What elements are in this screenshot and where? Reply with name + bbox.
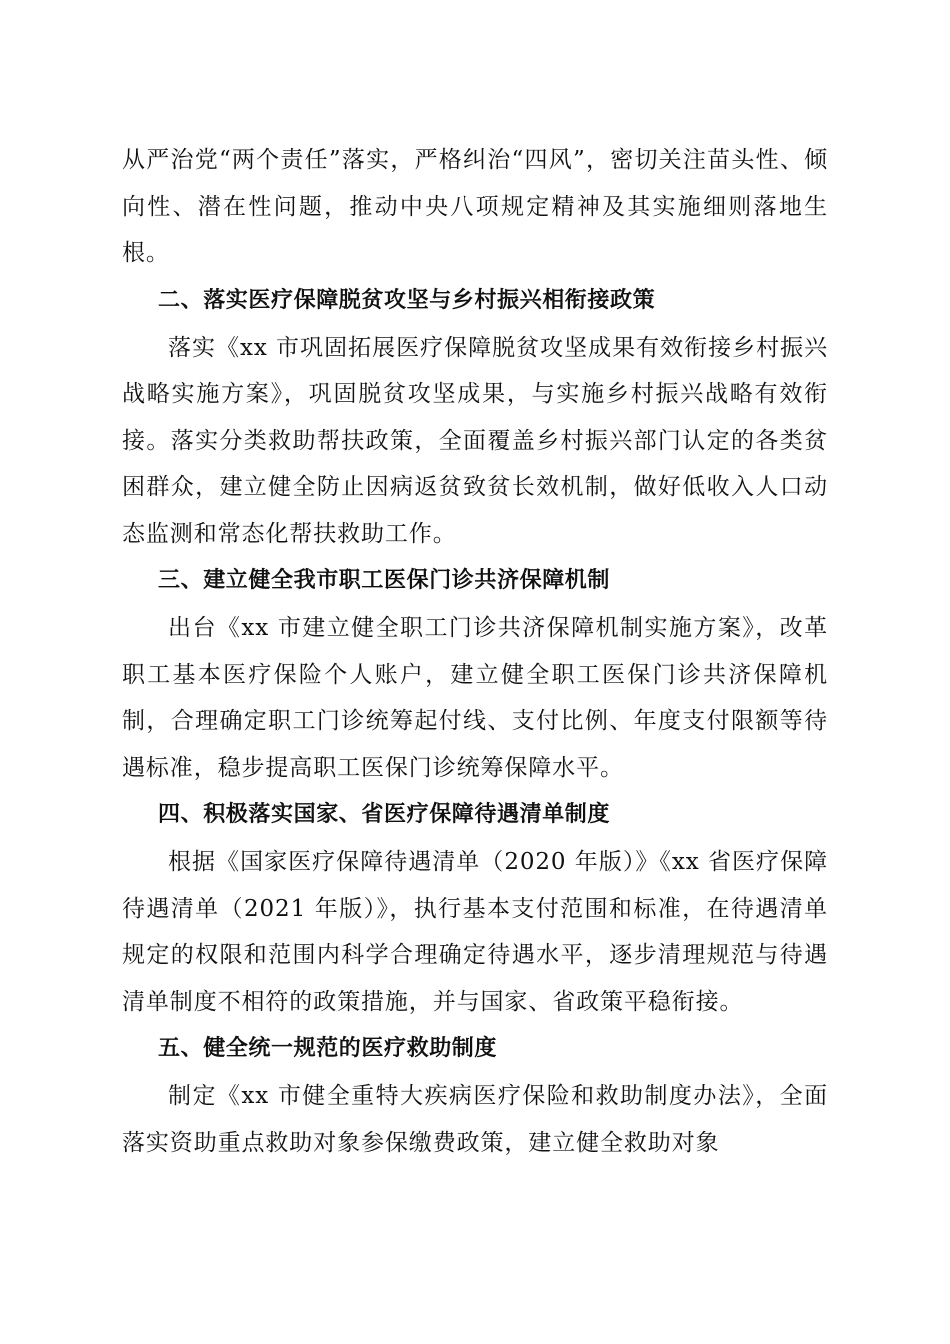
section-body-2: 落实《xx 市巩固拓展医疗保障脱贫攻坚成果有效衔接乡村振兴战略实施方案》，巩固脱贫攻坚成果，与实施乡村振兴战略有效衔接。落实分类救助帮扶政策，全面覆盖乡村振兴部门认定的各类贫困群众，建立健全防止因病返贫致贫长效机制，做好低收入人口动态监测和常态化帮扶救助工作。 bbox=[122, 334, 828, 547]
section-heading-5: 五、健全统一规范的医疗救助制度 bbox=[158, 1036, 498, 1061]
section-body-3: 出台《xx 市建立健全职工门诊共济保障机制实施方案》，改革职工基本医疗保险个人账户，建立健全职工医保门诊共济保障机制，合理确定职工门诊统筹起付线、支付比例、年度支付限额等待遇标准，稳步提高职工医保门诊统筹保障水平。 bbox=[122, 615, 828, 781]
section-body-4: 根据《国家医疗保障待遇清单（2020 年版）》《xx 省医疗保障待遇清单（2021 年版）》，执行基本支付范围和标准，在待遇清单规定的权限和范围内科学合理确定待遇水平，逐步清理规范与待遇清单制度不相符的政策措施，并与国家、省政策平稳衔接。 bbox=[122, 849, 828, 1015]
section-heading-3: 三、建立健全我市职工医保门诊共济保障机制 bbox=[158, 568, 611, 593]
section-heading-4: 四、积极落实国家、省医疗保障待遇清单制度 bbox=[158, 802, 611, 827]
section-body-5: 制定《xx 市健全重特大疾病医疗保险和救助制度办法》，全面落实资助重点救助对象参保缴费政策，建立健全救助对象 bbox=[122, 1083, 828, 1156]
document-body bbox=[122, 137, 828, 1166]
section-heading-2: 二、落实医疗保障脱贫攻坚与乡村振兴相衔接政策 bbox=[158, 287, 656, 313]
intro-paragraph: 从严治党“两个责任”落实，严格纠治“四风”，密切关注苗头性、倾向性、潜在性问题，推动中央八项规定精神及其实施细则落地生根。 bbox=[122, 147, 828, 266]
